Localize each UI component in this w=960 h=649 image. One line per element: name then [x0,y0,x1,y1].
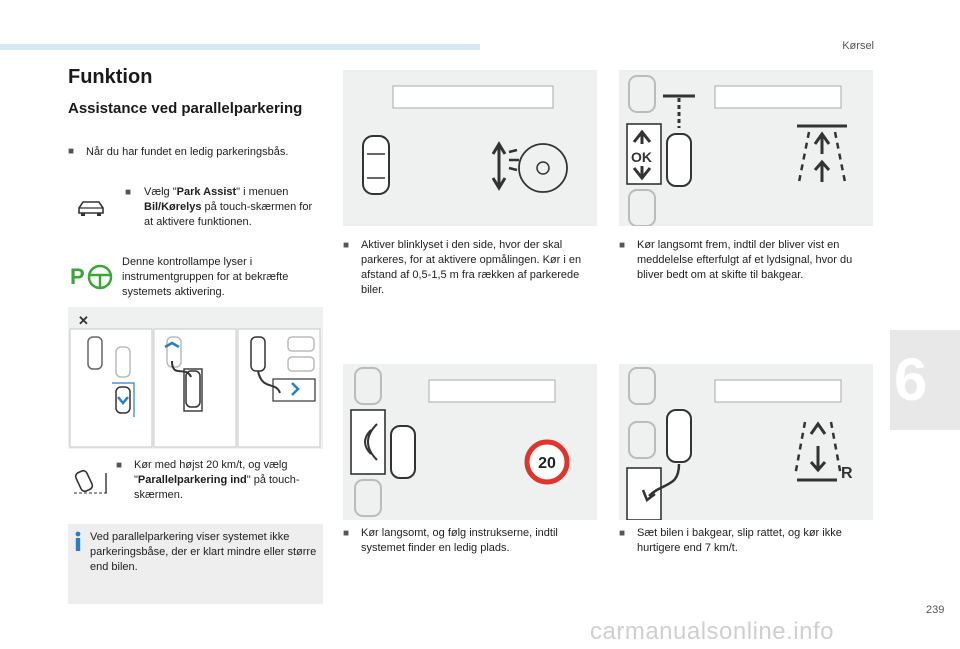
chapter-number: 6 [894,346,928,413]
intro-text: Når du har fundet en ledig parkeringsbås. [86,146,289,158]
info-text: Ved parallelparkering viser systemet ikke parkeringsbåse, der er klart mindre eller større end bilen. [90,531,317,573]
car-menu-icon [76,198,106,218]
svg-text:R: R [841,465,853,482]
header-accent-bar [0,44,480,50]
forward-step-text: Kør langsomt frem, indtil der bliver vist en meddelelse efterfulgt af et lydsignal, hvor du bliver bedt om at skifte til bakgear. [637,239,853,281]
lamp-text: Denne kontrollampe lyser i instrumentgruppen for at bekræfte systemets aktivering. [122,256,289,298]
select-function-text: Vælg "Park Assist" i menuen Bil/Kørelys på touch-skærmen for at aktivere funktionen. [144,186,313,228]
bullet-icon: ■ [343,240,350,251]
park-assist-lamp-icon [70,260,116,294]
svg-text:✕: ✕ [78,313,89,328]
page-number: 239 [926,604,945,616]
bullet-icon: ■ [125,187,132,198]
bullet-icon: ■ [619,240,626,251]
drive-and-select-text: Kør med højst 20 km/t, og vælg "Parallelparkering ind" på touch-skærmen. [134,459,300,501]
slow-drive-step-text: Kør langsomt, og følg instrukserne, indtil systemet finder en ledig plads. [361,527,558,554]
reverse-figure [619,364,873,520]
bullet-icon: ■ [68,146,75,157]
svg-text:OK: OK [631,149,652,165]
reverse-step-text: Sæt bilen i bakgear, slip rattet, og kør ikke hurtigere end 7 km/t. [637,527,842,554]
parking-sensor-car-icon [72,465,112,497]
info-icon [74,531,82,551]
watermark: carmanualsonline.info [590,618,834,645]
section-label: Kørsel [842,40,874,52]
svg-text:P: P [70,264,85,289]
page-subtitle: Assistance ved parallelparkering [68,100,303,117]
blinker-figure [343,70,597,226]
forward-figure [619,70,873,226]
bullet-icon: ■ [619,528,626,539]
bullet-icon: ■ [343,528,350,539]
page-title: Funktion [68,66,153,88]
blinker-step-text: Aktiver blinklyset i den side, hvor der skal parkeres, for at aktivere opmålingen. Kør i en afstand af 0,5-1,5 m fra rækken af parkerede biler. [361,239,582,296]
slow-drive-figure [343,364,597,520]
svg-text:20: 20 [538,455,556,472]
bullet-icon: ■ [116,460,123,471]
parking-menu-figure [68,307,323,449]
